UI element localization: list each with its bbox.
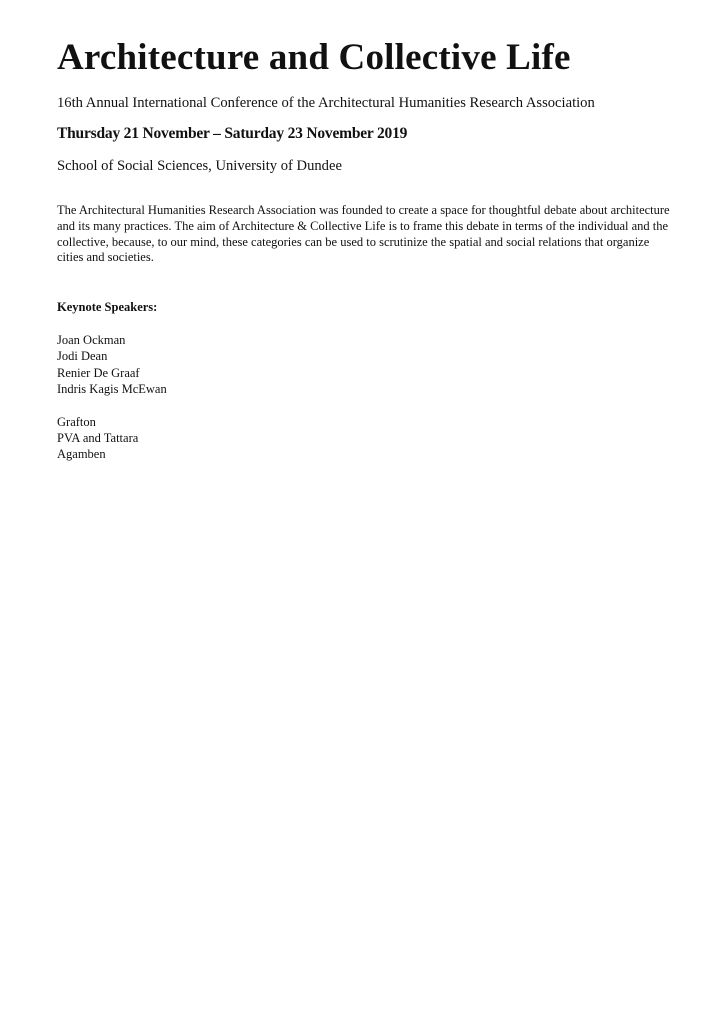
speaker-list-secondary bbox=[57, 414, 677, 463]
speaker-item: Joan Ockman bbox=[57, 333, 126, 348]
intro-paragraph: The Architectural Humanities Research Association was founded to create a space for thoughtful debate about architecture and its many practices. The aim of Architecture & Collective Life is to frame this debate in terms of the individual and the collective, because, to our mind, these categories can be used to scrutinize the spatial and social relations that organize cities and societies. bbox=[57, 203, 670, 265]
speaker-item: Jodi Dean bbox=[57, 349, 108, 364]
conference-dates: Thursday 21 November – Saturday 23 November 2019 bbox=[57, 125, 408, 142]
speaker-item: Grafton bbox=[57, 415, 96, 429]
conference-venue: School of Social Sciences, University of Dundee bbox=[57, 158, 342, 174]
speaker-item: Agamben bbox=[57, 447, 106, 462]
speaker-item: Indris Kagis McEwan bbox=[57, 381, 167, 396]
keynote-heading: Keynote Speakers: bbox=[57, 300, 158, 315]
document-page bbox=[57, 36, 677, 463]
conference-subtitle: 16th Annual International Conference of the Architectural Humanities Research Association bbox=[57, 95, 595, 111]
speaker-list-primary bbox=[57, 332, 677, 397]
page-title: Architecture and Collective Life bbox=[57, 37, 571, 78]
speaker-item: PVA and Tattara bbox=[57, 431, 139, 446]
speaker-item: Renier De Graaf bbox=[57, 365, 140, 380]
